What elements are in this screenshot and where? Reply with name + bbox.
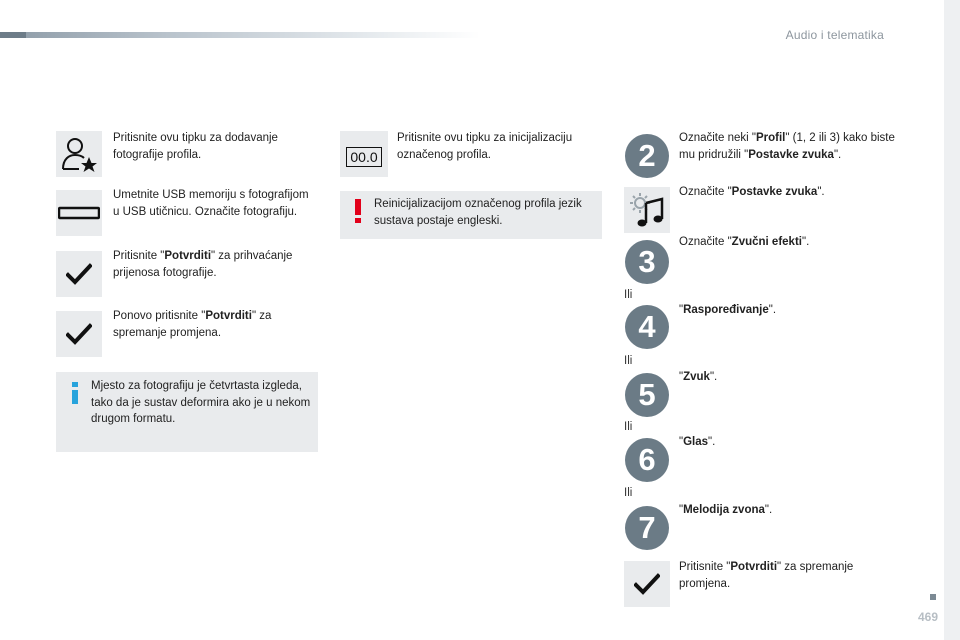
info-icon	[71, 382, 79, 404]
checkmark-icon	[66, 323, 92, 345]
checkmark-icon	[634, 573, 660, 595]
page-marker	[930, 594, 936, 600]
usb-text: Umetnite USB memoriju s fotografijom u USB utičnicu. Označite fotografiju.	[113, 189, 309, 218]
add-photo-text: Pritisnite ovu tipku za dodavanje fotografije profila.	[113, 132, 278, 161]
info-note-text: Mjesto za fotografiju je četvrtasta izgleda, tako da je sustav deformira ako je u nekom drugom formatu.	[91, 380, 311, 426]
step-number-4: 4	[625, 305, 669, 349]
final-confirm-text: Pritisnite "Potvrditi" za spremanje promjena.	[679, 561, 854, 590]
or-label: Ili	[624, 487, 633, 499]
step3-text: Označite "Zvučni efekti".	[679, 236, 810, 248]
user-star-icon	[59, 135, 99, 173]
checkmark-icon	[66, 263, 92, 285]
section-title: Audio i telematika	[785, 28, 884, 42]
confirm-transfer-text: Pritisnite "Potvrditi" za prihvaćanje prijenosa fotografije.	[113, 250, 293, 279]
page-edge-strip	[944, 0, 960, 640]
save-changes-text: Ponovo pritisnite "Potvrditi" za spremanje promjena.	[113, 310, 272, 339]
reset-label: 00.0	[346, 147, 381, 167]
reset-profile-button[interactable]	[340, 131, 388, 177]
warning-note-box	[340, 191, 602, 239]
save-changes-button[interactable]	[56, 311, 102, 357]
header-bar	[0, 32, 480, 38]
step-number-2: 2	[625, 134, 669, 178]
or-label: Ili	[624, 355, 633, 367]
confirm-transfer-button[interactable]	[56, 251, 102, 297]
step-number-7: 7	[625, 506, 669, 550]
final-confirm-button[interactable]	[624, 561, 670, 607]
reset-text: Pritisnite ovu tipku za inicijalizaciju označenog profila.	[397, 132, 573, 161]
step-number-5: 5	[625, 373, 669, 417]
or-label: Ili	[624, 289, 633, 301]
info-note-box	[56, 372, 318, 452]
or-label: Ili	[624, 421, 633, 433]
step-number-3: 3	[625, 240, 669, 284]
usb-slot-icon	[58, 203, 100, 223]
settings-music-icon	[626, 189, 668, 231]
add-photo-button[interactable]	[56, 131, 102, 177]
usb-slot	[56, 190, 102, 236]
option-voice-text: "Glas".	[679, 436, 716, 448]
option-ringtone-text: "Melodija zvona".	[679, 504, 773, 516]
page-number: 469	[917, 610, 938, 624]
step-number-6: 6	[625, 438, 669, 482]
option-arrangement-text: "Raspoređivanje".	[679, 304, 777, 316]
sound-settings-text: Označite "Postavke zvuka".	[679, 186, 825, 198]
sound-settings-button[interactable]	[624, 187, 670, 233]
step2-text: Označite neki "Profil" (1, 2 ili 3) kako biste mu pridružili "Postavke zvuka".	[679, 132, 895, 161]
warning-icon	[354, 199, 362, 223]
option-sound-text: "Zvuk".	[679, 371, 718, 383]
warning-note-text: Reinicijalizacijom označenog profila jezik sustava postaje engleski.	[374, 198, 582, 227]
header-bar-accent	[0, 32, 26, 38]
